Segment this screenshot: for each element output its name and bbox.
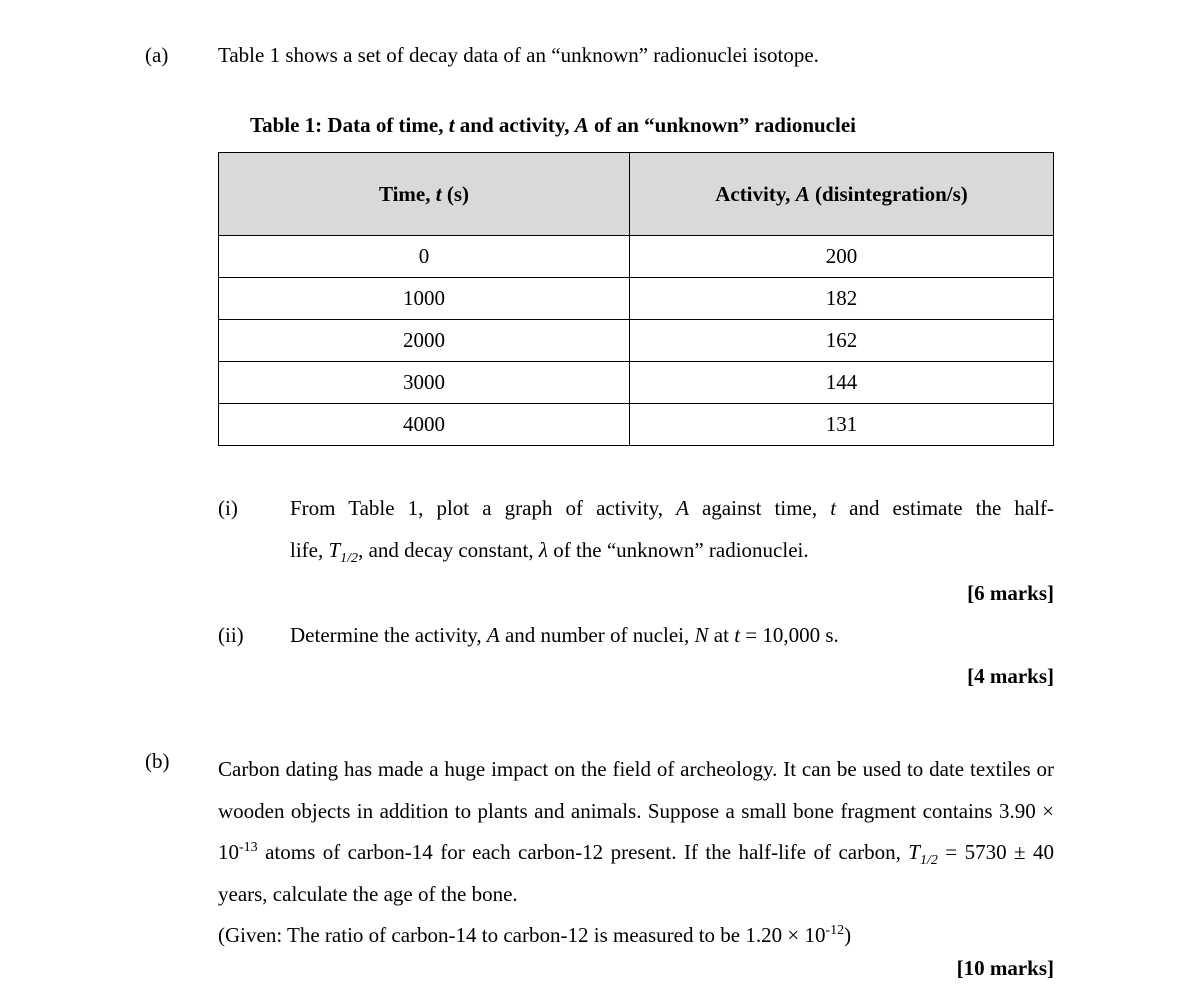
activity-cell: 162 — [630, 320, 1054, 362]
part-b-marks: [10 marks] — [956, 956, 1054, 980]
activity-cell: 182 — [630, 278, 1054, 320]
part-b-paragraph — [218, 749, 1054, 957]
time-cell: 4000 — [219, 404, 630, 446]
table-row — [219, 320, 1054, 362]
sub-i-line2: life, $T_{1/2}$, and decay constant, λ of the “unknown” radionuclei. — [290, 538, 809, 567]
time-cell: 3000 — [219, 362, 630, 404]
part-a-label: (a) — [145, 43, 169, 67]
decay-data-table — [218, 152, 1054, 446]
table-row — [219, 362, 1054, 404]
sub-i-marks: [6 marks] — [967, 581, 1054, 605]
time-cell: 0 — [219, 236, 630, 278]
sub-ii-label: (ii) — [218, 623, 244, 647]
activity-cell: 200 — [630, 236, 1054, 278]
part-b-problem: Carbon dating has made a huge impact on the field of archeology. It can be used to date textiles or wooden objects in addition to plants and animals. Suppose a small bone fragment contains $3.90 \times 10^{-13}$ atoms of carbon-14 for each carbon-12 present. If the half-life of carbon, $T_{1/2} = 5730 \pm 40$ years, calculate the age of the bone. — [218, 757, 1054, 906]
table-row — [219, 404, 1054, 446]
sub-i-label: (i) — [218, 496, 238, 520]
part-b-label: (b) — [145, 749, 170, 773]
time-cell: 2000 — [219, 320, 630, 362]
sub-ii-text: Determine the activity, A and number of nuclei, N at t = 10,000 s. — [290, 623, 839, 647]
sub-i-line1: From Table 1, plot a graph of activity, A against time, t and estimate the half- — [290, 496, 1054, 520]
header-time: Time, t (s) — [219, 153, 630, 236]
sub-ii-marks: [4 marks] — [967, 664, 1054, 688]
table-row — [219, 236, 1054, 278]
table-caption: Table 1: Data of time, t and activity, A of an “unknown” radionuclei — [250, 113, 856, 137]
part-a-intro: Table 1 shows a set of decay data of an “unknown” radionuclei isotope. — [218, 43, 819, 67]
header-activity: Activity, A (disintegration/s) — [630, 153, 1054, 236]
activity-cell: 144 — [630, 362, 1054, 404]
table-header-row — [219, 153, 1054, 236]
activity-cell: 131 — [630, 404, 1054, 446]
table-row — [219, 278, 1054, 320]
part-b-given: (Given: The ratio of carbon-14 to carbon-12 is measured to be $1.20 \times 10^{-12}$) — [218, 923, 852, 947]
time-cell: 1000 — [219, 278, 630, 320]
